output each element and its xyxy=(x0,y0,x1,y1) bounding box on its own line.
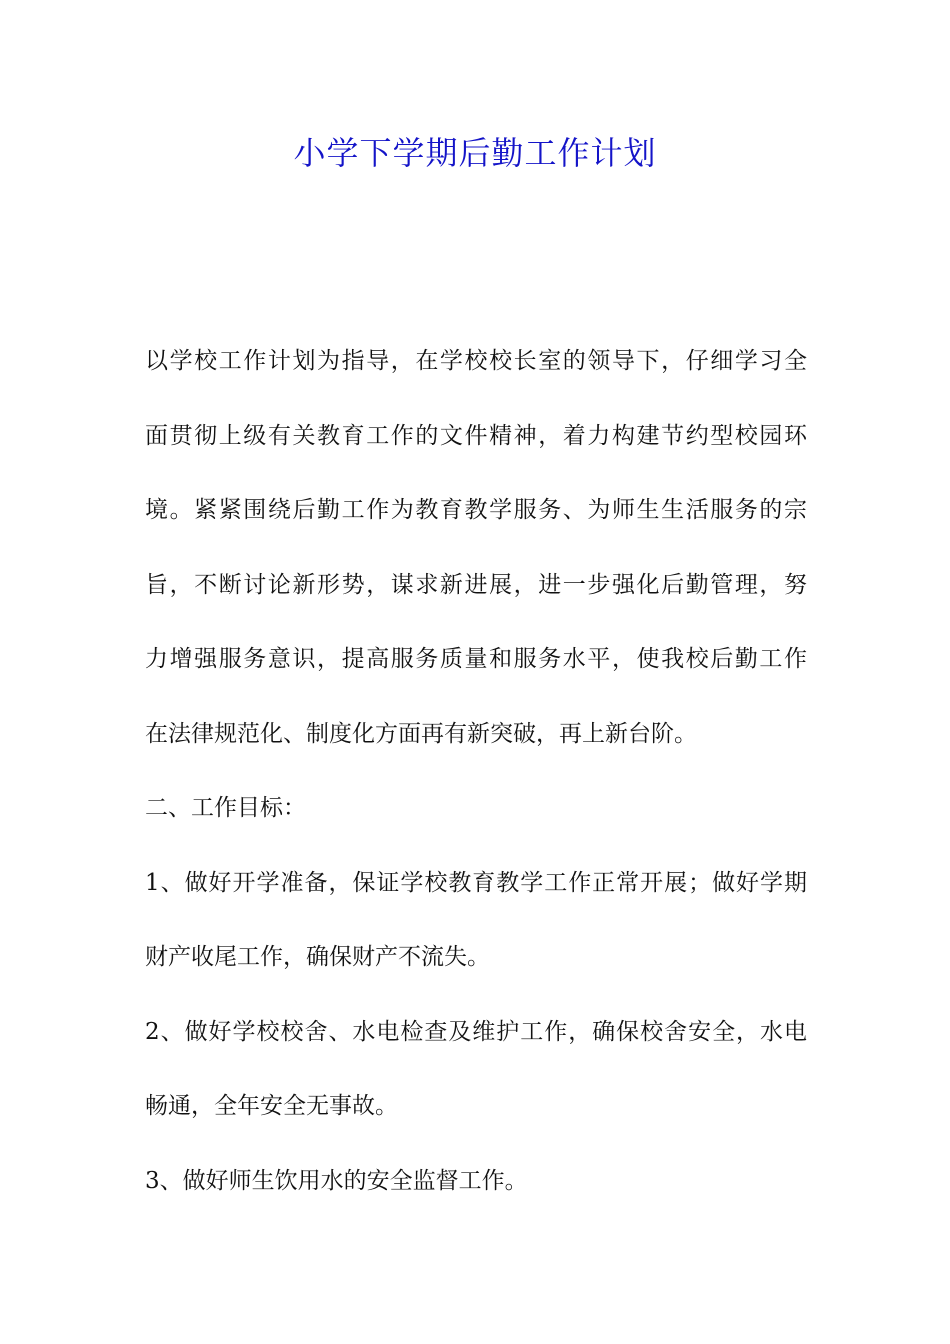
paragraph-line: 面贯彻上级有关教育工作的文件精神，着力构建节约型校园环 xyxy=(145,422,807,449)
paragraph-line: 在法律规范化、制度化方面再有新突破，再上新台阶。 xyxy=(145,720,697,747)
paragraph-line: 力增强服务意识，提高服务质量和服务水平，使我校后勤工作 xyxy=(145,646,807,672)
paragraph-line: 旨，不断讨论新形势，谋求新进展，进一步强化后勤管理，努 xyxy=(145,571,807,598)
list-item-line: 1、做好开学准备，保证学校教育教学工作正常开展；做好学期 xyxy=(145,869,807,896)
paragraph-line: 境。紧紧围绕后勤工作为教育教学服务、为师生生活服务的宗 xyxy=(145,497,807,523)
document-title: 小学下学期后勤工作计划 xyxy=(293,134,657,172)
list-item-line: 2、做好学校校舍、水电检查及维护工作，确保校舍安全，水电 xyxy=(145,1018,807,1045)
list-item-line: 畅通，全年安全无事故。 xyxy=(145,1093,398,1119)
document-body xyxy=(145,336,807,1230)
list-item-line: 3、做好师生饮用水的安全监督工作。 xyxy=(145,1167,528,1194)
list-item-line: 财产收尾工作，确保财产不流失。 xyxy=(145,944,490,970)
section-heading: 二、工作目标： xyxy=(145,795,306,821)
paragraph-line: 以学校工作计划为指导，在学校校长室的领导下，仔细学习全 xyxy=(145,348,807,374)
